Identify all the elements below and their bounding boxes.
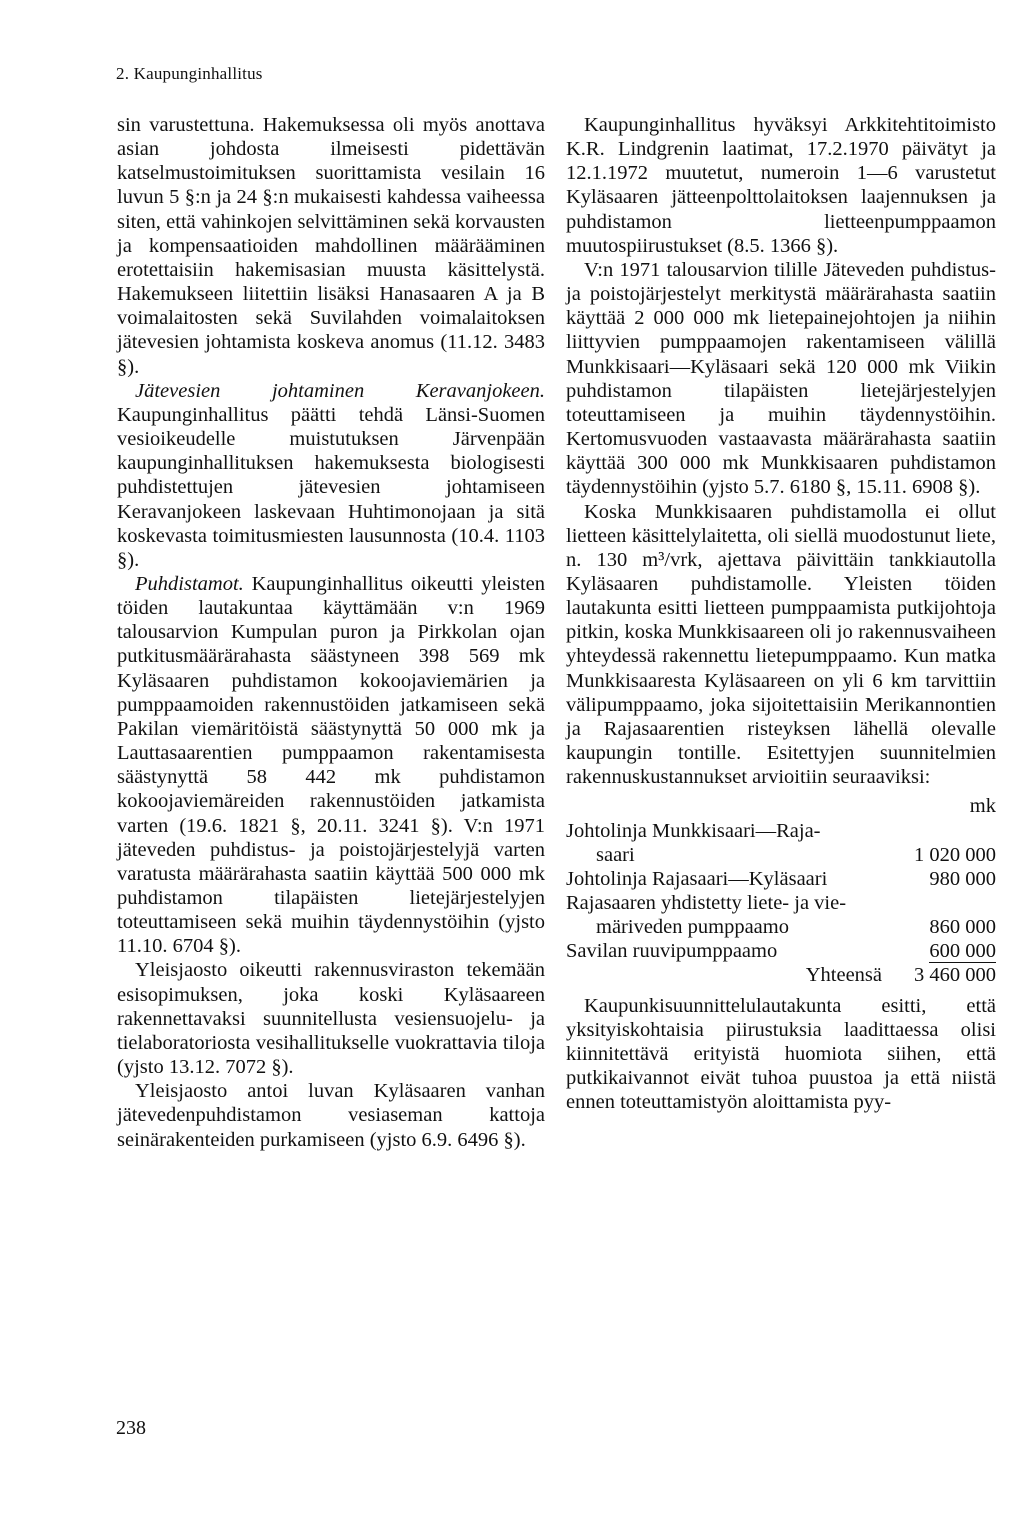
right-paragraph-2: V:n 1971 talousarvion tilille Jäteveden puhdistus- ja poistojärjestelyt merkitystä määrärahasta saatiin käyttää 2 000 000 mk lietepainejohtojen ja niihin liittyvien pumppaamojen rakentamiseen välillä Munkkisaari—Kyläsaari sekä 120 000 mk Viikin puhdistamon tilapäisten lietejärjestelyjen toteuttamiseen ja muihin täydennystöihin. Kertomusvuoden vastaavasta määrärahasta saatiin käyttää 300 000 mk Munkkisaaren puhdistamon täydennystöihin (yjsto 5.7. 6180 §, 15.11. 6908 §). (566, 258, 996, 499)
left-paragraph-1: sin varustettuna. Hakemuksessa oli myös anottava asian johdosta ilmeisesti pidettävän katselmustoimituksen suorittamista vesilain 16 luvun 5 §:n ja 24 §:n mukaisesti kahdessa vaiheessa siten, että vahinkojen selvittäminen sekä korvausten ja kompensaatioiden mahdollinen määrääminen erotettaisiin hakemisasian muusta käsittelystä. Hakemukseen liitettiin lisäksi Hanasaaren A ja B voimalaitosten sekä Suvilahden voimalaitoksen jätevesien johtamista koskeva anomus (11.12. 3483 §). (117, 114, 545, 378)
table-row: Rajasaaren yhdistetty liete- ja vie- (566, 892, 847, 914)
running-header: 2. Kaupunginhallitus (116, 64, 263, 83)
table-row: märiveden pumppaamo 860 000 (596, 916, 996, 939)
right-paragraph-closing: Kaupunkisuunnittelulautakunta esitti, että yksityiskohtaisia piirustuksia laadittaessa olisi kiinnitettävä erityistä huomiota siihen, että putkikaivannot eivät tuhoa puustoa ja että niistä ennen toteuttamistyön aloittamista pyy- (566, 994, 996, 1114)
table-header-row (566, 794, 996, 818)
section-heading-puhdistamot: Puhdistamot. (135, 572, 244, 595)
page-number: 238 (116, 1417, 146, 1439)
right-paragraph-1: Kaupunginhallitus hyväksyi Arkkitehtitoimisto K.R. Lindgrenin laatimat, 17.2.1970 päivätyt ja 12.1.1972 muutetut, numeroin 1—6 varustetut Kyläsaaren jätteenpolttolaitoksen laajennuksen ja puhdistamon lietteenpumppaamon muutospiirustukset (8.5. 1366 §). (566, 114, 996, 257)
table-total-row (566, 963, 996, 987)
left-paragraph-4: Yleisjaosto oikeutti rakennusviraston tekemään esisopimuksen, joka koski Kyläsaareen rakennettavaksi suunnitellusta vesiensuojelu- ja tielaboratoriosta vesihallitukselle vuokrattavia tiloja (yjsto 13.12. 7072 §). (117, 959, 545, 1079)
total-amount: 3 460 000 (914, 964, 996, 987)
left-column (117, 113, 545, 1152)
left-paragraph-5: Yleisjaosto antoi luvan Kyläsaaren vanhan jätevedenpuhdistamon vesiaseman kattoja seinärakenteiden purkamiseen (yjsto 6.9. 6496 §). (117, 1080, 545, 1151)
right-paragraph-3: Koska Munkkisaaren puhdistamolla ei ollut lietteen käsittelylaitetta, oli siellä muodostunut liete, n. 130 m³/vrk, ajettava päivittäin tankkiautolla Kyläsaaren puhdistamolle. Yleisten töiden lautakunta esitti lietteen pumppaamista putkijohtoja pitkin, koska Munkkisaareen oli jo rakennusvaiheen yhteydessä rakennettu lietepumppaamo. Kun matka Munkkisaaresta Kyläsaareen on yli 6 km tarvittiin välipumppaamo, joka sijoitettaisiin Merikannontien ja Rajasaarentien risteyksen lähellä olevalle kaupungin tontille. Esitettyjen suunnitelmien rakennuskustannukset arvioitiin seuraaviksi: (566, 500, 996, 789)
cost-estimate-table (566, 794, 996, 987)
left-paragraph-2: Jätevesien johtaminen Keravanjokeen. Kaupunginhallitus päätti tehdä Länsi-Suomen vesioikeudelle muistutuksen Järvenpään kaupunginhallituksen hakemuksesta biologisesti puhdistettujen jätevesien johtamiseen Keravanjokeen laskevaan Huhtimonojaan ja sitä koskevasta toimitusmiesten lausunnosta (10.4. 1103 §). (117, 379, 545, 571)
table-row: Johtolinja Rajasaari—Kyläsaari 980 000 (566, 867, 996, 890)
table-row: saari 1 020 000 (596, 843, 996, 866)
right-column (566, 113, 996, 1114)
currency-header: mk (969, 795, 996, 818)
table-row: Johtolinja Munkkisaari—Raja- (566, 819, 821, 842)
total-label: Yhteensä (805, 964, 882, 987)
left-paragraph-3: Puhdistamot. Kaupunginhallitus oikeutti yleisten töiden lautakuntaa käyttämään v:n 1969 talousarvion Kumpulan puron ja Pirkkolan ojan putkitusmäärärahasta säästyneen 398 569 mk Kyläsaaren puhdistamon kokoojaviemärien ja pumppaamoiden rakennustöiden jatkamiseen sekä Pakilan viemäritöistä säästynyttä 50 000 mk ja Lauttasaarentien pumppaamon rakentamisesta säästynyttä 58 442 mk puhdistamon kokoojaviemäreiden rakennustöiden jatkamista varten (19.6. 1821 §, 20.11. 3241 §). V:n 1971 jäteveden puhdistus- ja poistojärjestelyjä varten varatusta määrärahasta saatiin käyttää 500 000 mk puhdistamon tilapäisten lietejärjestelyjen toteuttamiseen sekä muihin täydennystöihin (yjsto 11.10. 6704 §). (117, 572, 545, 958)
table-row: Savilan ruuvipumppaamo 600 000 (566, 940, 996, 963)
section-heading-jatevesien: Jätevesien johtaminen Keravanjokeen. (135, 379, 545, 402)
